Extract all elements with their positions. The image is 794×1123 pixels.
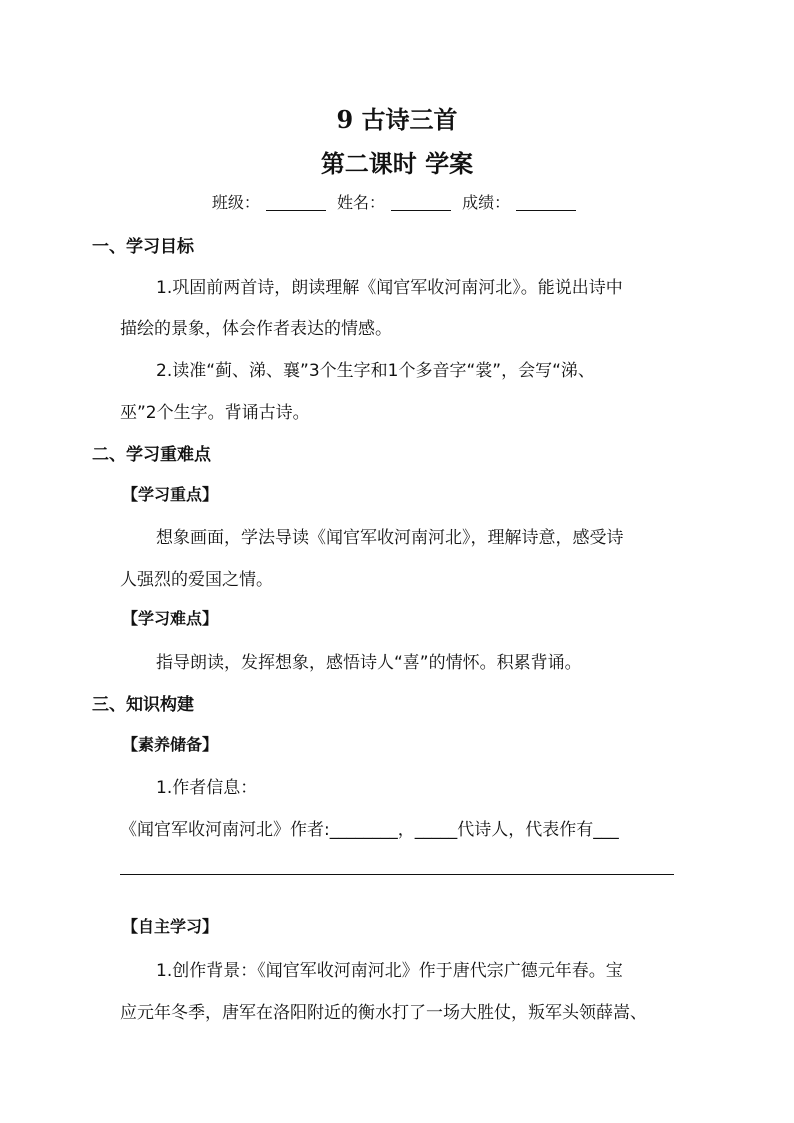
score-label: 成绩： bbox=[462, 193, 511, 212]
class-label: 班级： bbox=[211, 193, 260, 212]
key-points-label: 【学习重点】 bbox=[122, 485, 219, 504]
section-heading-goals: 一、学习目标 bbox=[92, 237, 194, 257]
score-blank[interactable] bbox=[516, 196, 576, 211]
goal-item-2-line-2: 巫”2个生字。背诵古诗。 bbox=[120, 403, 310, 423]
background-line-2: 应元年冬季，唐军在洛阳附近的衡水打了一场大胜仗，叛军头领薛嵩、 bbox=[120, 1003, 647, 1023]
student-info-line bbox=[0, 190, 794, 213]
answer-rule-line[interactable] bbox=[120, 874, 674, 875]
key-points-line-1: 想象画面，学法导读《闻官军收河南河北》，理解诗意，感受诗 bbox=[156, 528, 624, 548]
author-info-fill-line[interactable]: 《闻官军收河南河北》作者:________，_____代诗人，代表作有___ bbox=[120, 820, 619, 840]
difficulty-line-1: 指导朗读，发挥想象，感悟诗人“喜”的情怀。积累背诵。 bbox=[156, 653, 582, 673]
goal-item-1-line-2: 描绘的景象，体会作者表达的情感。 bbox=[120, 319, 392, 339]
name-label: 姓名： bbox=[336, 193, 385, 212]
goal-item-1-line-1: 1.巩固前两首诗，朗读理解《闻官军收河南河北》。能说出诗中 bbox=[156, 278, 623, 298]
background-line-1: 1.创作背景：《闻官军收河南河北》作于唐代宗广德元年春。宝 bbox=[156, 961, 623, 981]
class-blank[interactable] bbox=[266, 196, 326, 211]
section-heading-focus: 二、学习重难点 bbox=[92, 445, 211, 465]
self-study-label: 【自主学习】 bbox=[122, 917, 219, 936]
key-points-line-2: 人强烈的爱国之情。 bbox=[120, 570, 273, 590]
name-blank[interactable] bbox=[391, 196, 451, 211]
page-subtitle: 第二课时 学案 bbox=[320, 149, 474, 178]
preparation-label: 【素养储备】 bbox=[122, 735, 219, 754]
section-heading-knowledge: 三、知识构建 bbox=[92, 695, 194, 715]
difficulty-label: 【学习难点】 bbox=[122, 609, 219, 628]
author-info-item: 1.作者信息： bbox=[156, 778, 258, 798]
page-title: 9 古诗三首 bbox=[336, 105, 458, 134]
goal-item-2-line-1: 2.读准“蓟、涕、襄”3个生字和1个多音字“裳”，会写“涕、 bbox=[156, 361, 595, 381]
